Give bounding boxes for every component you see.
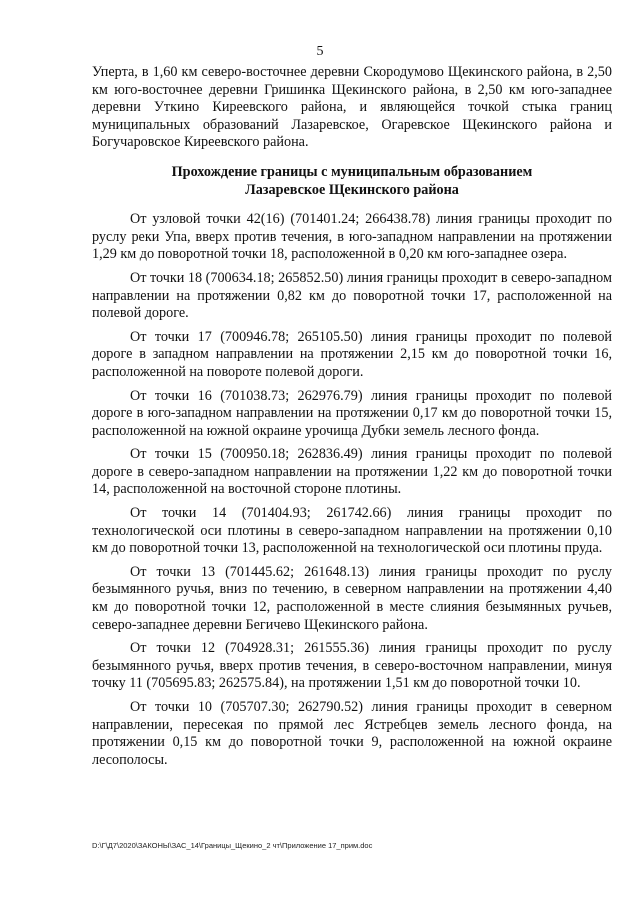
boundary-paragraph: От точки 15 (700950.18; 262836.49) линия границы проходит по полевой дороге в северо-западном направлении на протяжении 1,22 км до поворотной точки 14, расположенной на восточной стороне плотины.	[92, 446, 612, 498]
boundary-paragraph: От точки 14 (701404.93; 261742.66) линия границы проходит по технологической оси плотины в северо-западном направлении на протяжении 0,10 км до поворотной точки 13, расположенной на технологической оси плотины пруда.	[92, 505, 612, 557]
section-heading-line-2: Лазаревское Щекинского района	[245, 181, 459, 198]
boundary-paragraph: От точки 12 (704928.31; 261555.36) линия границы проходит по руслу безымянного ручья, вверх против течения, в северо-восточном направлении, минуя точку 11 (705695.83; 262575.84), на протяжении 1,51 км до поворотной точки 10.	[92, 640, 612, 692]
document-body	[92, 64, 612, 769]
boundary-paragraph: От точки 17 (700946.78; 265105.50) линия границы проходит по полевой дороге в западном направлении на протяжении 2,15 км до поворотной точки 16, расположенной на повороте полевой дороги.	[92, 328, 612, 380]
file-path-footer: D:\Г\Д7\2020\ЗАКОНЫ\ЗАС_14\Границы_Щекино_2 чт\Приложение 17_прим.doc	[92, 841, 373, 850]
boundary-paragraph: От точки 16 (701038.73; 262976.79) линия границы проходит по полевой дороге в юго-западном направлении на протяжении 0,17 км до поворотной точки 15, расположенной на южной окраине урочища Дубки земель лесного фонда.	[92, 387, 612, 439]
boundary-paragraph: От узловой точки 42(16) (701401.24; 266438.78) линия границы проходит по руслу реки Упа, вверх против течения, в юго-западном направлении на протяжении 1,29 км до поворотной точки 18, расположенной в 0,20 км юго-западнее озера.	[92, 211, 612, 263]
section-heading-line-1: Прохождение границы с муниципальным образованием	[171, 163, 533, 180]
boundary-paragraph: От точки 13 (701445.62; 261648.13) линия границы проходит по руслу безымянного ручья, вниз по течению, в северном направлении на протяжении 4,40 км до поворотной точки 12, расположенной в месте слияния безымянных ручьев, северо-западнее деревни Бегичево Щекинского района.	[92, 563, 612, 633]
page-number: 5	[316, 44, 324, 59]
boundary-paragraph: От точки 10 (705707.30; 262790.52) линия границы проходит в северном направлении, пересекая по прямой лес Ястребцев земель лесного фонда, на протяжении 0,15 км до поворотной точки 9, расположенной на южной окраине лесополосы.	[92, 699, 612, 768]
intro-paragraph: Уперта, в 1,60 км северо-восточнее деревни Скородумово Щекинского района, в 2,50 км юго-восточнее деревни Гришинка Щекинского района, в 2,50 км юго-западнее деревни Уткино Киреевского района, и являющейся точкой стыка границ муниципальных образований Лазаревское, Огаревское Щекинского района и Богучаровское Киреевского района.	[92, 64, 612, 151]
section-heading	[92, 164, 612, 199]
boundary-paragraph: От точки 18 (700634.18; 265852.50) линия границы проходит в северо-западном направлении на протяжении 0,82 км до поворотной точки 17, расположенной на полевой дороге.	[92, 269, 612, 322]
